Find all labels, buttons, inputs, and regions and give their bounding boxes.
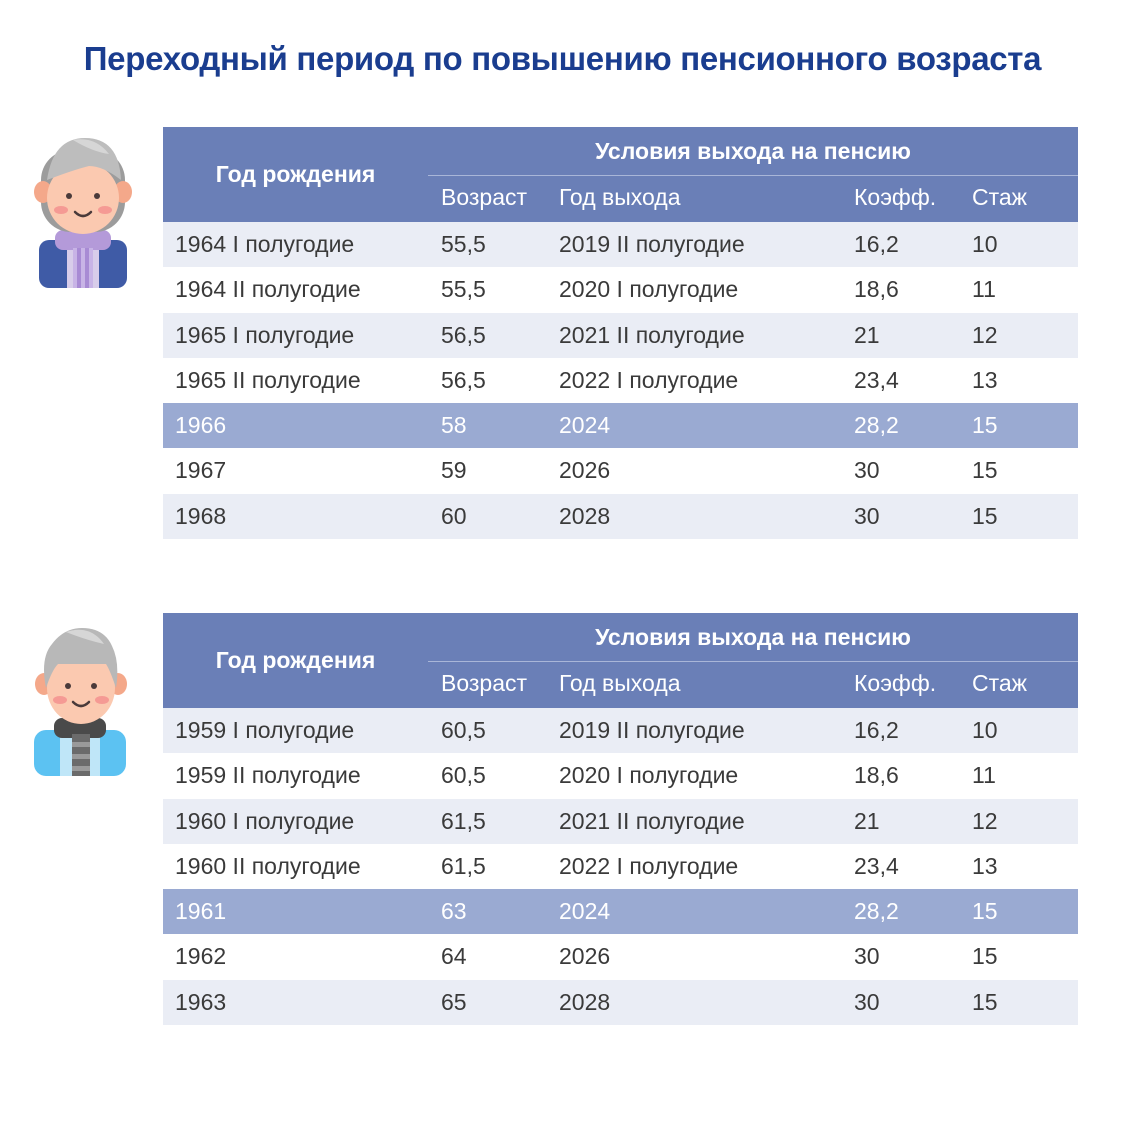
cell-birth: 1965 I полугодие	[175, 321, 355, 348]
cell-stazh: 11	[972, 276, 996, 303]
table-row	[163, 313, 1078, 358]
cell-stazh: 15	[972, 988, 998, 1015]
cell-exit: 2019 II полугодие	[559, 231, 745, 257]
table-row	[163, 844, 1078, 889]
cell-birth: 1965 II полугодие	[175, 366, 361, 393]
cell-age: 58	[441, 412, 467, 439]
table-header	[163, 127, 1078, 222]
header-age: Возраст	[441, 184, 528, 210]
cell-age: 60,5	[441, 717, 486, 743]
cell-age: 56,5	[441, 366, 486, 393]
header-coef: Коэфф.	[854, 670, 937, 696]
cell-coef: 30	[854, 988, 880, 1015]
cell-exit: 2022 I полугодие	[559, 366, 739, 393]
cell-exit: 2024	[559, 898, 611, 925]
cell-birth: 1959 II полугодие	[175, 762, 361, 789]
table-row	[163, 267, 1078, 312]
cell-coef: 21	[854, 321, 880, 348]
cell-coef: 18,6	[854, 762, 899, 789]
cell-age: 63	[441, 898, 467, 925]
cell-age: 60,5	[441, 762, 486, 789]
cell-stazh: 12	[972, 807, 998, 834]
cell-exit: 2020 I полугодие	[559, 276, 739, 303]
women-retirement-table	[163, 127, 1078, 539]
cell-stazh: 10	[972, 231, 998, 257]
cell-stazh: 15	[972, 502, 998, 529]
cell-stazh: 13	[972, 852, 998, 879]
header-exit-year: Год выхода	[559, 670, 681, 696]
cell-birth: 1964 I полугодие	[175, 231, 355, 257]
cell-stazh: 15	[972, 943, 998, 970]
cell-birth: 1961	[175, 898, 227, 925]
cell-age: 60	[441, 502, 467, 529]
cell-stazh: 15	[972, 898, 998, 925]
table-row	[163, 753, 1078, 798]
header-age: Возраст	[441, 670, 528, 696]
header-stazh: Стаж	[972, 184, 1028, 210]
header-stazh: Стаж	[972, 670, 1028, 696]
cell-coef: 28,2	[854, 412, 899, 439]
cell-birth: 1963	[175, 988, 227, 1015]
cell-stazh: 13	[972, 366, 998, 393]
cell-age: 61,5	[441, 852, 486, 879]
cell-age: 61,5	[441, 807, 486, 834]
cell-birth: 1960 I полугодие	[175, 807, 355, 834]
cell-exit: 2028	[559, 502, 611, 529]
cell-age: 55,5	[441, 276, 486, 303]
cell-exit: 2019 II полугодие	[559, 717, 745, 743]
cell-age: 65	[441, 988, 467, 1015]
cell-age: 64	[441, 943, 467, 970]
cell-birth: 1960 II полугодие	[175, 852, 361, 879]
header-birth-year: Год рождения	[215, 161, 376, 187]
cell-birth: 1964 II полугодие	[175, 276, 361, 303]
cell-stazh: 11	[972, 762, 996, 789]
cell-coef: 28,2	[854, 898, 899, 925]
header-birth-year: Год рождения	[215, 647, 376, 673]
table-row	[163, 494, 1078, 539]
table-row-highlighted	[163, 889, 1078, 934]
cell-coef: 30	[854, 502, 880, 529]
cell-coef: 16,2	[854, 717, 899, 743]
table-row	[163, 799, 1078, 844]
cell-age: 59	[441, 457, 467, 484]
cell-coef: 23,4	[854, 852, 899, 879]
cell-birth: 1959 I полугодие	[175, 717, 355, 743]
grandmother-icon	[33, 130, 133, 290]
cell-birth: 1968	[175, 502, 227, 529]
table-row	[163, 934, 1078, 979]
cell-exit: 2026	[559, 943, 611, 970]
cell-stazh: 12	[972, 321, 998, 348]
cell-birth: 1966	[175, 412, 227, 439]
cell-coef: 30	[854, 943, 880, 970]
table-row	[163, 448, 1078, 493]
cell-birth: 1962	[175, 943, 227, 970]
page-title: Переходный период по повышению пенсионного возраста	[83, 40, 1042, 77]
table-row	[163, 358, 1078, 403]
cell-stazh: 10	[972, 717, 998, 743]
cell-age: 56,5	[441, 321, 486, 348]
cell-exit: 2021 II полугодие	[559, 807, 745, 834]
men-retirement-table	[163, 613, 1078, 1025]
cell-stazh: 15	[972, 412, 998, 439]
cell-coef: 16,2	[854, 231, 899, 257]
cell-exit: 2028	[559, 988, 611, 1015]
header-coef: Коэфф.	[854, 184, 937, 210]
cell-coef: 23,4	[854, 366, 899, 393]
header-conditions: Условия выхода на пенсию	[428, 613, 1078, 662]
cell-coef: 18,6	[854, 276, 899, 303]
cell-exit: 2024	[559, 412, 611, 439]
table-header	[163, 613, 1078, 708]
cell-age: 55,5	[441, 231, 486, 257]
table-row	[163, 222, 1078, 267]
cell-coef: 21	[854, 807, 880, 834]
cell-exit: 2022 I полугодие	[559, 852, 739, 879]
cell-stazh: 15	[972, 457, 998, 484]
cell-exit: 2020 I полугодие	[559, 762, 739, 789]
grandfather-icon	[30, 618, 130, 778]
table-row	[163, 980, 1078, 1025]
cell-exit: 2026	[559, 457, 611, 484]
header-conditions: Условия выхода на пенсию	[428, 127, 1078, 176]
cell-birth: 1967	[175, 457, 227, 484]
cell-coef: 30	[854, 457, 880, 484]
table-row-highlighted	[163, 403, 1078, 448]
cell-exit: 2021 II полугодие	[559, 321, 745, 348]
table-row	[163, 708, 1078, 753]
header-exit-year: Год выхода	[559, 184, 681, 210]
